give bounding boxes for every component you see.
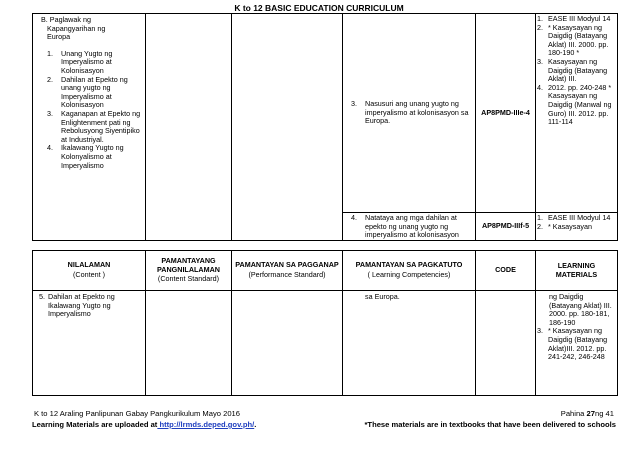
list-item: 3. Kaganapan at Epekto ng Enlightenment pati ng Rebolusyong Siyentipiko at Industriyal. [47,108,141,144]
list-item: 4. 2012. pp. 240-248 * Kasaysayan ng Daigdig (Manwal ng Guro) III. 2012. pp. 111-114 [537,82,612,127]
competency-cell [343,291,476,396]
list-item: 3. Kasaysayan ng Daigdig (Batayang Aklat) III. [537,56,608,84]
content-cell [33,14,146,241]
content-cell: 5. Dahilan at Epekto ng Ikalawang Yugto ng Imperyalismo [33,291,146,396]
competency-code: AP8PMD-IIIf-5 [481,221,530,231]
list-item: 2. * Kasaysayan [537,221,592,231]
materials-cell [536,213,618,241]
competency-text: Natataya ang mga dahilan at epekto ng unang yugto ng imperyalismo at kolonisasyon [365,213,459,240]
competency-cell: 4. Natataya ang mga dahilan at epekto ng unang yugto ng imperyalismo at kolonisasyon [343,213,476,241]
materials-cell [536,14,618,213]
list-item: 1. EASE III Modyul 14 [537,14,611,23]
footer-page-number: Pahina 27ng 41 [560,409,614,418]
header-learning-materials: LEARNING MATERIALS [536,251,618,291]
curriculum-table-top [32,13,618,241]
list-item: 2. Dahilan at Epekto ng unang yugto ng Imperyalismo at Kolonisasyon [47,74,128,110]
curriculum-table-bottom [32,250,618,396]
content-standard-cell [146,14,232,241]
code-cell [476,291,536,396]
list-item: 1. Unang Yugto ng Imperyalismo at Kolonisasyon [47,48,113,75]
materials-list [536,214,615,231]
content-standard-cell [146,291,232,396]
materials-list [536,327,615,361]
materials-continued: ng Daigdig (Batayang Aklat) III. 2000. pp. 180-181, 186-190 [549,292,612,327]
list-item: 3. * Kasaysayan ng Daigdig (Batayang Aklat)III. 2012. pp. 241-242, 246-248 [537,326,608,362]
competency-text: Nasusuri ang unang yugto ng imperyalismo at kolonisasyon sa Europa. [365,99,469,126]
footer-textbook-note: *These materials are in textbooks that have been delivered to schools [364,420,616,429]
content-item-text: Dahilan at Epekto ng Ikalawang Yugto ng Imperyalismo [48,292,115,319]
header-content: NILALAMAN (Content ) [33,251,146,291]
performance-standard-cell [232,291,343,396]
footer-guide-title: K to 12 Araling Panlipunan Gabay Pangkurikulum Mayo 2016 [34,409,241,418]
content-section-title: B. Paglawak ng Kapangyarihan ng Europa [41,15,106,42]
competency-code: AP8PMD-IIIe-4 [481,107,530,117]
materials-list [536,15,615,127]
footer-upload-note: Learning Materials are uploaded at http://lrmds.deped.gov.ph/. [32,420,257,429]
performance-standard-cell [232,14,343,241]
code-cell [476,14,536,213]
page-header-title: K to 12 BASIC EDUCATION CURRICULUM [234,3,404,13]
materials-cell [536,291,618,396]
code-cell [476,213,536,241]
competency-cell: 3. Nasusuri ang unang yugto ng imperyalismo at kolonisasyon sa Europa. [343,14,476,213]
content-list [41,50,141,170]
competency-text: sa Europa. [365,292,400,301]
header-content-standard: PAMANTAYANG PANGNILALAMAN (Content Standard) [146,251,232,291]
lrmds-link[interactable]: http://lrmds.deped.gov.ph/ [157,420,255,429]
list-item: 4. Ikalawang Yugto ng Kolonyalismo at Imperyalismo [47,143,124,170]
header-performance-standard: PAMANTAYAN SA PAGGANAP (Performance Standard) [232,251,343,291]
list-item: 2. * Kasaysayan ng Daigdig (Batayang Aklat) III. 2000. pp. 180-190 * [537,22,609,58]
header-code: CODE [476,251,536,291]
list-item: 1. EASE III Modyul 14 [537,213,611,222]
header-learning-competencies: PAMANTAYAN SA PAGKATUTO ( Learning Competencies) [343,251,476,291]
